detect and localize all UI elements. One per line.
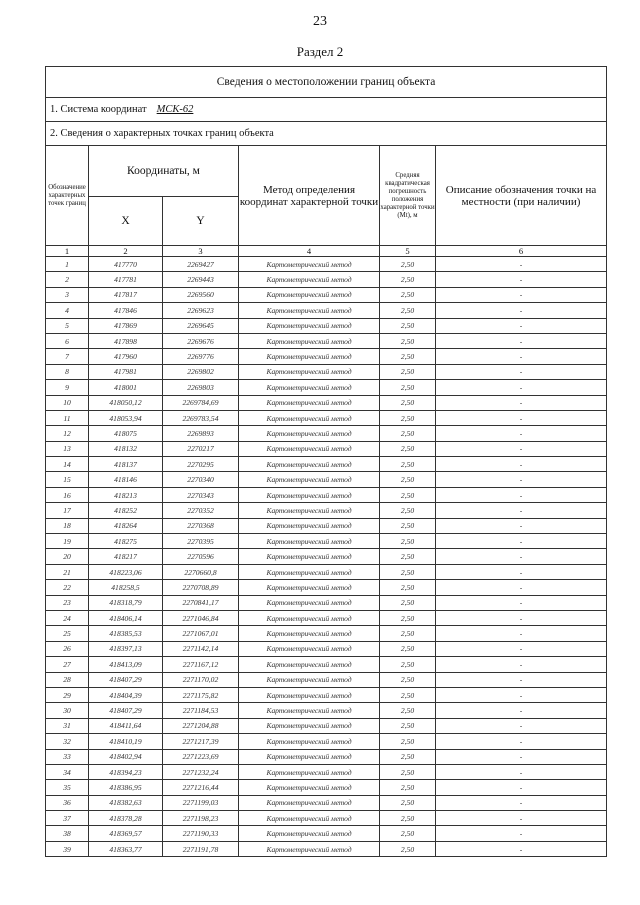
method-cell: Картометрический метод <box>239 718 380 733</box>
point-number-cell: 7 <box>46 349 89 364</box>
y-coordinate-cell: 2271204,88 <box>163 718 239 733</box>
description-cell: - <box>436 595 607 610</box>
y-coordinate-cell: 2270660,8 <box>163 564 239 579</box>
y-coordinate-cell: 2269645 <box>163 318 239 333</box>
description-cell: - <box>436 318 607 333</box>
method-cell: Картометрический метод <box>239 303 380 318</box>
x-coordinate-cell: 417981 <box>89 364 163 379</box>
table-row <box>46 580 607 595</box>
method-cell: Картометрический метод <box>239 703 380 718</box>
x-coordinate-cell: 417869 <box>89 318 163 333</box>
accuracy-cell: 2,50 <box>380 718 436 733</box>
point-number-cell: 13 <box>46 441 89 456</box>
x-coordinate-cell: 418382,63 <box>89 795 163 810</box>
point-number-cell: 38 <box>46 826 89 841</box>
method-cell: Картометрический метод <box>239 518 380 533</box>
table-title: Сведения о местоположении границ объекта <box>46 67 607 98</box>
table-row <box>46 518 607 533</box>
point-number-cell: 35 <box>46 780 89 795</box>
accuracy-cell: 2,50 <box>380 441 436 456</box>
method-cell: Картометрический метод <box>239 472 380 487</box>
accuracy-cell: 2,50 <box>380 703 436 718</box>
description-cell: - <box>436 780 607 795</box>
description-cell: - <box>436 364 607 379</box>
y-coordinate-cell: 2269893 <box>163 426 239 441</box>
description-cell: - <box>436 749 607 764</box>
y-coordinate-cell: 2269776 <box>163 349 239 364</box>
point-number-cell: 36 <box>46 795 89 810</box>
y-coordinate-cell: 2269560 <box>163 287 239 302</box>
x-coordinate-cell: 418137 <box>89 457 163 472</box>
y-coordinate-cell: 2270340 <box>163 472 239 487</box>
description-cell: - <box>436 672 607 687</box>
page-number: 23 <box>313 14 327 29</box>
point-number-cell: 26 <box>46 641 89 656</box>
description-cell: - <box>436 333 607 348</box>
x-coordinate-cell: 418213 <box>89 487 163 502</box>
y-coordinate-cell: 2270841,17 <box>163 595 239 610</box>
description-cell: - <box>436 380 607 395</box>
y-coordinate-cell: 2271184,53 <box>163 703 239 718</box>
point-number-cell: 19 <box>46 534 89 549</box>
description-cell: - <box>436 349 607 364</box>
accuracy-cell: 2,50 <box>380 272 436 287</box>
column-number: 3 <box>163 246 239 257</box>
accuracy-cell: 2,50 <box>380 595 436 610</box>
accuracy-cell: 2,50 <box>380 410 436 425</box>
y-coordinate-cell: 2271191,78 <box>163 841 239 856</box>
column-number: 1 <box>46 246 89 257</box>
description-cell: - <box>436 718 607 733</box>
table-row <box>46 749 607 764</box>
table-row <box>46 734 607 749</box>
x-coordinate-cell: 418223,06 <box>89 564 163 579</box>
x-coordinate-cell: 418050,12 <box>89 395 163 410</box>
method-cell: Картометрический метод <box>239 610 380 625</box>
y-coordinate-cell: 2269802 <box>163 364 239 379</box>
point-number-cell: 11 <box>46 410 89 425</box>
method-cell: Картометрический метод <box>239 595 380 610</box>
column-number: 6 <box>436 246 607 257</box>
x-coordinate-cell: 418363,77 <box>89 841 163 856</box>
method-cell: Картометрический метод <box>239 380 380 395</box>
x-coordinate-cell: 418394,23 <box>89 764 163 779</box>
x-coordinate-cell: 418053,94 <box>89 410 163 425</box>
x-coordinate-cell: 418264 <box>89 518 163 533</box>
method-cell: Картометрический метод <box>239 657 380 672</box>
y-coordinate-cell: 2271223,69 <box>163 749 239 764</box>
x-coordinate-cell: 417770 <box>89 257 163 272</box>
accuracy-cell: 2,50 <box>380 333 436 348</box>
header-point-designation: Обозначение характерных точек границ <box>46 146 89 246</box>
y-coordinate-cell: 2271199,03 <box>163 795 239 810</box>
y-coordinate-cell: 2270395 <box>163 534 239 549</box>
description-cell: - <box>436 610 607 625</box>
x-coordinate-cell: 418402,94 <box>89 749 163 764</box>
accuracy-cell: 2,50 <box>380 687 436 702</box>
point-number-cell: 23 <box>46 595 89 610</box>
description-cell: - <box>436 257 607 272</box>
point-number-cell: 16 <box>46 487 89 502</box>
x-coordinate-cell: 418369,57 <box>89 826 163 841</box>
table-row <box>46 610 607 625</box>
method-cell: Картометрический метод <box>239 534 380 549</box>
table-row <box>46 303 607 318</box>
method-cell: Картометрический метод <box>239 257 380 272</box>
table-row <box>46 841 607 856</box>
table-row <box>46 595 607 610</box>
accuracy-cell: 2,50 <box>380 472 436 487</box>
point-number-cell: 3 <box>46 287 89 302</box>
method-cell: Картометрический метод <box>239 318 380 333</box>
table-row <box>46 672 607 687</box>
y-coordinate-cell: 2271216,44 <box>163 780 239 795</box>
table-row <box>46 826 607 841</box>
accuracy-cell: 2,50 <box>380 318 436 333</box>
point-number-cell: 39 <box>46 841 89 856</box>
description-cell: - <box>436 518 607 533</box>
description-cell: - <box>436 626 607 641</box>
column-number: 2 <box>89 246 163 257</box>
description-cell: - <box>436 441 607 456</box>
x-coordinate-cell: 418146 <box>89 472 163 487</box>
y-coordinate-cell: 2269784,69 <box>163 395 239 410</box>
x-coordinate-cell: 418378,28 <box>89 811 163 826</box>
x-coordinate-cell: 418217 <box>89 549 163 564</box>
method-cell: Картометрический метод <box>239 764 380 779</box>
y-coordinate-cell: 2271167,12 <box>163 657 239 672</box>
table-row <box>46 426 607 441</box>
header-x: X <box>89 197 163 246</box>
table-row <box>46 564 607 579</box>
column-number: 5 <box>380 246 436 257</box>
description-cell: - <box>436 564 607 579</box>
table-row <box>46 487 607 502</box>
column-number-row <box>46 246 607 257</box>
method-cell: Картометрический метод <box>239 287 380 302</box>
accuracy-cell: 2,50 <box>380 811 436 826</box>
accuracy-cell: 2,50 <box>380 349 436 364</box>
point-number-cell: 10 <box>46 395 89 410</box>
point-number-cell: 29 <box>46 687 89 702</box>
x-coordinate-cell: 418404,39 <box>89 687 163 702</box>
description-cell: - <box>436 703 607 718</box>
method-cell: Картометрический метод <box>239 441 380 456</box>
column-number: 4 <box>239 246 380 257</box>
y-coordinate-cell: 2269443 <box>163 272 239 287</box>
description-cell: - <box>436 534 607 549</box>
accuracy-cell: 2,50 <box>380 580 436 595</box>
table-row <box>46 457 607 472</box>
description-cell: - <box>436 472 607 487</box>
method-cell: Картометрический метод <box>239 580 380 595</box>
accuracy-cell: 2,50 <box>380 610 436 625</box>
y-coordinate-cell: 2270352 <box>163 503 239 518</box>
accuracy-cell: 2,50 <box>380 257 436 272</box>
y-coordinate-cell: 2269803 <box>163 380 239 395</box>
point-number-cell: 25 <box>46 626 89 641</box>
method-cell: Картометрический метод <box>239 410 380 425</box>
table-row <box>46 795 607 810</box>
y-coordinate-cell: 2269783,54 <box>163 410 239 425</box>
description-cell: - <box>436 795 607 810</box>
description-cell: - <box>436 841 607 856</box>
description-cell: - <box>436 826 607 841</box>
table-row <box>46 811 607 826</box>
method-cell: Картометрический метод <box>239 503 380 518</box>
point-number-cell: 14 <box>46 457 89 472</box>
accuracy-cell: 2,50 <box>380 534 436 549</box>
x-coordinate-cell: 417781 <box>89 272 163 287</box>
y-coordinate-cell: 2270596 <box>163 549 239 564</box>
y-coordinate-cell: 2271190,33 <box>163 826 239 841</box>
point-number-cell: 31 <box>46 718 89 733</box>
table-row <box>46 318 607 333</box>
accuracy-cell: 2,50 <box>380 641 436 656</box>
description-cell: - <box>436 503 607 518</box>
method-cell: Картометрический метод <box>239 672 380 687</box>
x-coordinate-cell: 418075 <box>89 426 163 441</box>
point-number-cell: 4 <box>46 303 89 318</box>
description-cell: - <box>436 641 607 656</box>
header-coordinates: Координаты, м <box>89 146 239 197</box>
accuracy-cell: 2,50 <box>380 826 436 841</box>
point-number-cell: 6 <box>46 333 89 348</box>
table-row <box>46 549 607 564</box>
method-cell: Картометрический метод <box>239 641 380 656</box>
description-cell: - <box>436 580 607 595</box>
description-cell: - <box>436 287 607 302</box>
method-cell: Картометрический метод <box>239 457 380 472</box>
point-number-cell: 8 <box>46 364 89 379</box>
table-row <box>46 395 607 410</box>
x-coordinate-cell: 417960 <box>89 349 163 364</box>
y-coordinate-cell: 2269623 <box>163 303 239 318</box>
accuracy-cell: 2,50 <box>380 734 436 749</box>
y-coordinate-cell: 2271217,39 <box>163 734 239 749</box>
accuracy-cell: 2,50 <box>380 841 436 856</box>
point-number-cell: 33 <box>46 749 89 764</box>
description-cell: - <box>436 395 607 410</box>
table-row <box>46 703 607 718</box>
accuracy-cell: 2,50 <box>380 518 436 533</box>
accuracy-cell: 2,50 <box>380 503 436 518</box>
y-coordinate-cell: 2271232,24 <box>163 764 239 779</box>
x-coordinate-cell: 418386,95 <box>89 780 163 795</box>
point-number-cell: 12 <box>46 426 89 441</box>
table-row <box>46 687 607 702</box>
accuracy-cell: 2,50 <box>380 303 436 318</box>
method-cell: Картометрический метод <box>239 349 380 364</box>
boundary-points-table <box>45 66 607 857</box>
header-y: Y <box>163 197 239 246</box>
table-row <box>46 410 607 425</box>
table-row <box>46 287 607 302</box>
y-coordinate-cell: 2271067,01 <box>163 626 239 641</box>
x-coordinate-cell: 418407,29 <box>89 703 163 718</box>
point-number-cell: 22 <box>46 580 89 595</box>
coordinate-system-label: 1. Система координат <box>50 104 147 115</box>
section-title: Раздел 2 <box>296 44 344 59</box>
table-row <box>46 333 607 348</box>
y-coordinate-cell: 2270295 <box>163 457 239 472</box>
y-coordinate-cell: 2270708,89 <box>163 580 239 595</box>
accuracy-cell: 2,50 <box>380 764 436 779</box>
header-accuracy: Средняя квадратическая погрешность положения характерной точки (Mt), м <box>380 146 436 246</box>
header-method: Метод определения координат характерной точки <box>239 146 380 246</box>
accuracy-cell: 2,50 <box>380 364 436 379</box>
point-number-cell: 24 <box>46 610 89 625</box>
x-coordinate-cell: 418411,64 <box>89 718 163 733</box>
point-number-cell: 37 <box>46 811 89 826</box>
accuracy-cell: 2,50 <box>380 549 436 564</box>
method-cell: Картометрический метод <box>239 395 380 410</box>
point-number-cell: 1 <box>46 257 89 272</box>
x-coordinate-cell: 417898 <box>89 333 163 348</box>
x-coordinate-cell: 418407,29 <box>89 672 163 687</box>
point-number-cell: 2 <box>46 272 89 287</box>
point-number-cell: 27 <box>46 657 89 672</box>
table-row <box>46 626 607 641</box>
point-number-cell: 28 <box>46 672 89 687</box>
header-description: Описание обозначения точки на местности (при наличии) <box>436 146 607 246</box>
table-row <box>46 364 607 379</box>
accuracy-cell: 2,50 <box>380 395 436 410</box>
point-number-cell: 18 <box>46 518 89 533</box>
method-cell: Картометрический метод <box>239 626 380 641</box>
point-number-cell: 30 <box>46 703 89 718</box>
method-cell: Картометрический метод <box>239 687 380 702</box>
accuracy-cell: 2,50 <box>380 287 436 302</box>
accuracy-cell: 2,50 <box>380 626 436 641</box>
method-cell: Картометрический метод <box>239 780 380 795</box>
accuracy-cell: 2,50 <box>380 780 436 795</box>
point-number-cell: 5 <box>46 318 89 333</box>
table-row <box>46 718 607 733</box>
table-row <box>46 764 607 779</box>
method-cell: Картометрический метод <box>239 364 380 379</box>
x-coordinate-cell: 417817 <box>89 287 163 302</box>
table-row <box>46 272 607 287</box>
description-cell: - <box>436 764 607 779</box>
method-cell: Картометрический метод <box>239 826 380 841</box>
table-row <box>46 441 607 456</box>
y-coordinate-cell: 2270368 <box>163 518 239 533</box>
method-cell: Картометрический метод <box>239 749 380 764</box>
method-cell: Картометрический метод <box>239 811 380 826</box>
description-cell: - <box>436 549 607 564</box>
coordinate-system-value: МСК-62 <box>156 104 194 115</box>
table-row <box>46 657 607 672</box>
x-coordinate-cell: 418001 <box>89 380 163 395</box>
x-coordinate-cell: 418410,19 <box>89 734 163 749</box>
x-coordinate-cell: 417846 <box>89 303 163 318</box>
point-number-cell: 15 <box>46 472 89 487</box>
table-row <box>46 472 607 487</box>
table-row <box>46 780 607 795</box>
x-coordinate-cell: 418397,13 <box>89 641 163 656</box>
description-cell: - <box>436 487 607 502</box>
point-number-cell: 20 <box>46 549 89 564</box>
method-cell: Картометрический метод <box>239 487 380 502</box>
x-coordinate-cell: 418275 <box>89 534 163 549</box>
y-coordinate-cell: 2271046,84 <box>163 610 239 625</box>
method-cell: Картометрический метод <box>239 549 380 564</box>
y-coordinate-cell: 2269676 <box>163 333 239 348</box>
method-cell: Картометрический метод <box>239 426 380 441</box>
coordinate-system-row <box>46 98 607 122</box>
point-number-cell: 17 <box>46 503 89 518</box>
description-cell: - <box>436 303 607 318</box>
description-cell: - <box>436 734 607 749</box>
accuracy-cell: 2,50 <box>380 795 436 810</box>
y-coordinate-cell: 2271142,14 <box>163 641 239 656</box>
x-coordinate-cell: 418252 <box>89 503 163 518</box>
method-cell: Картометрический метод <box>239 734 380 749</box>
description-cell: - <box>436 657 607 672</box>
point-number-cell: 34 <box>46 764 89 779</box>
method-cell: Картометрический метод <box>239 564 380 579</box>
y-coordinate-cell: 2270217 <box>163 441 239 456</box>
table-row <box>46 380 607 395</box>
method-cell: Картометрический метод <box>239 795 380 810</box>
point-number-cell: 21 <box>46 564 89 579</box>
accuracy-cell: 2,50 <box>380 380 436 395</box>
description-cell: - <box>436 426 607 441</box>
accuracy-cell: 2,50 <box>380 487 436 502</box>
method-cell: Картометрический метод <box>239 272 380 287</box>
description-cell: - <box>436 811 607 826</box>
point-number-cell: 9 <box>46 380 89 395</box>
table-row <box>46 534 607 549</box>
x-coordinate-cell: 418385,53 <box>89 626 163 641</box>
table-row <box>46 349 607 364</box>
table-row <box>46 503 607 518</box>
description-cell: - <box>436 457 607 472</box>
accuracy-cell: 2,50 <box>380 564 436 579</box>
accuracy-cell: 2,50 <box>380 426 436 441</box>
point-number-cell: 32 <box>46 734 89 749</box>
accuracy-cell: 2,50 <box>380 672 436 687</box>
accuracy-cell: 2,50 <box>380 749 436 764</box>
y-coordinate-cell: 2270343 <box>163 487 239 502</box>
x-coordinate-cell: 418258,5 <box>89 580 163 595</box>
description-cell: - <box>436 272 607 287</box>
table-row <box>46 641 607 656</box>
description-cell: - <box>436 687 607 702</box>
method-cell: Картометрический метод <box>239 333 380 348</box>
accuracy-cell: 2,50 <box>380 657 436 672</box>
accuracy-cell: 2,50 <box>380 457 436 472</box>
y-coordinate-cell: 2271198,23 <box>163 811 239 826</box>
points-section-title: 2. Сведения о характерных точках границ объекта <box>46 122 607 146</box>
y-coordinate-cell: 2271170,02 <box>163 672 239 687</box>
x-coordinate-cell: 418132 <box>89 441 163 456</box>
x-coordinate-cell: 418406,14 <box>89 610 163 625</box>
y-coordinate-cell: 2269427 <box>163 257 239 272</box>
x-coordinate-cell: 418413,09 <box>89 657 163 672</box>
x-coordinate-cell: 418318,79 <box>89 595 163 610</box>
y-coordinate-cell: 2271175,82 <box>163 687 239 702</box>
table-row <box>46 257 607 272</box>
description-cell: - <box>436 410 607 425</box>
method-cell: Картометрический метод <box>239 841 380 856</box>
